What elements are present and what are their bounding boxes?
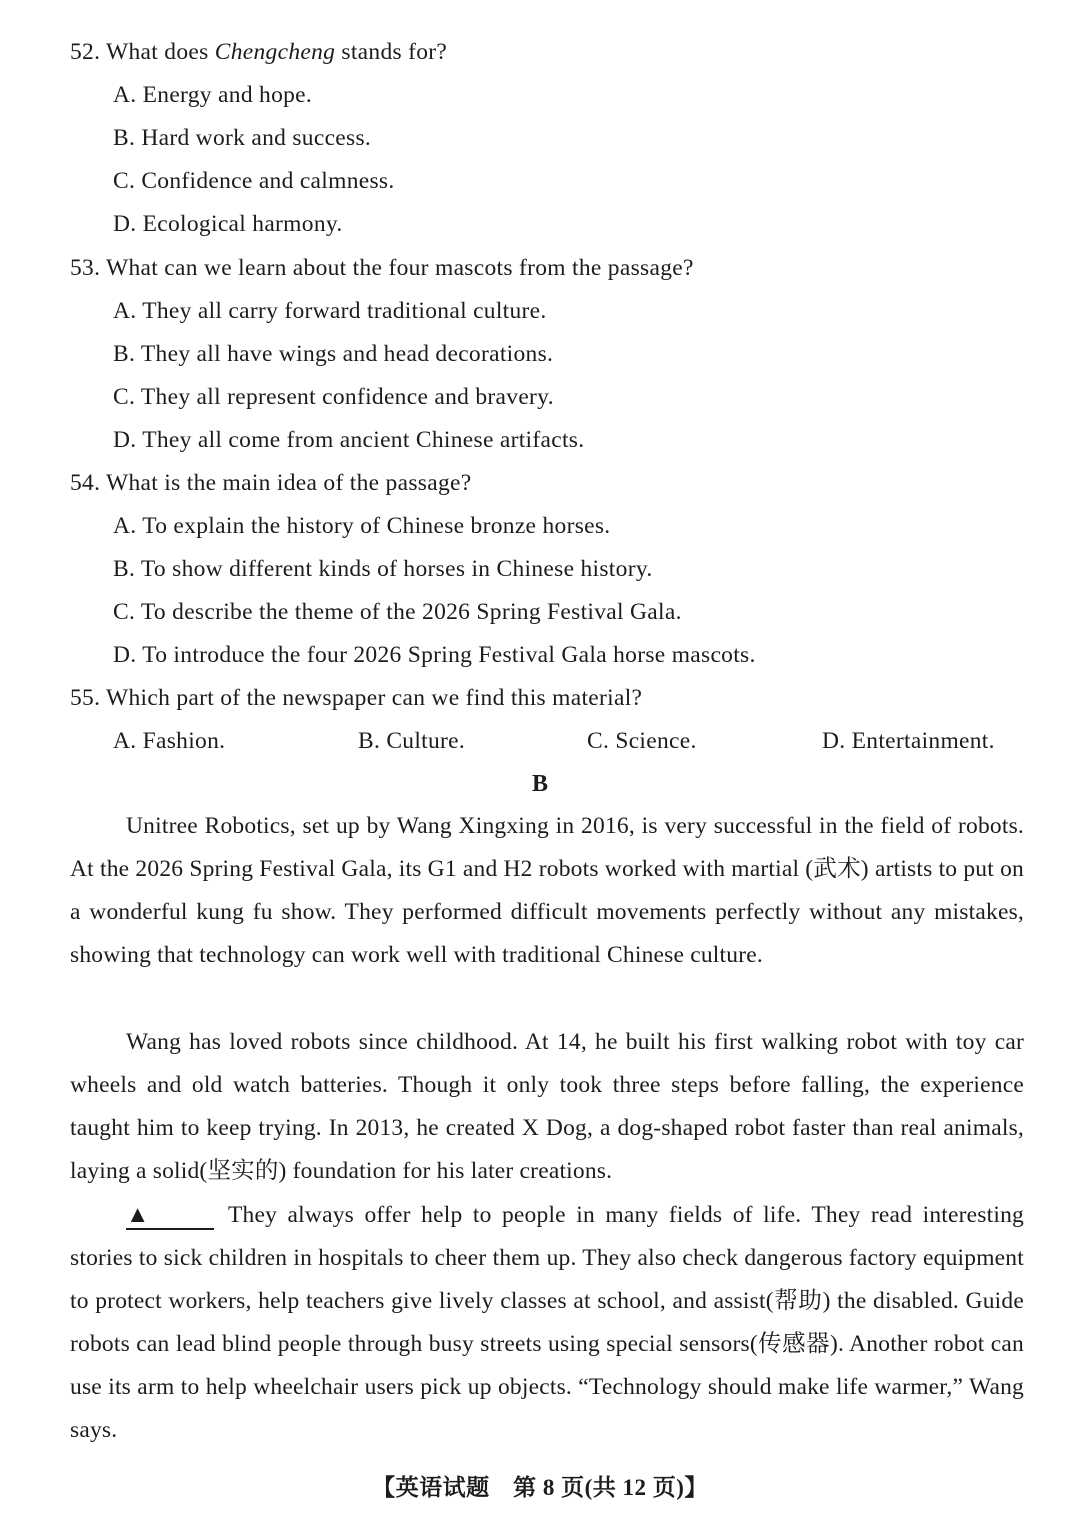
- question-52-option-d: D. Ecological harmony.: [113, 211, 343, 237]
- question-52-option-a: A. Energy and hope.: [113, 82, 313, 108]
- question-53-option-d: D. They all come from ancient Chinese artifacts.: [113, 427, 585, 453]
- fill-in-blank: ▲: [126, 1202, 214, 1230]
- question-52-stem-italic: Chengcheng: [214, 39, 336, 65]
- question-55-option-d: D. Entertainment.: [822, 728, 995, 754]
- question-53-option-c: C. They all represent confidence and bravery.: [113, 384, 554, 410]
- passage-b-paragraph-2: [70, 1021, 1024, 1193]
- question-52-stem-prefix: 52. What does: [70, 39, 215, 65]
- question-54-stem: 54. What is the main idea of the passage?: [70, 470, 472, 496]
- question-55-option-a: A. Fashion.: [113, 728, 226, 754]
- question-54-option-b: B. To show different kinds of horses in Chinese history.: [113, 556, 653, 582]
- question-53-stem: 53. What can we learn about the four mascots from the passage?: [70, 255, 694, 281]
- question-55-options: [0, 726, 1080, 758]
- passage-b-paragraph-1: [70, 805, 1024, 977]
- passage-b-paragraph-3: [70, 1194, 1024, 1452]
- question-52-option-b: B. Hard work and success.: [113, 125, 372, 151]
- question-55-stem: 55. Which part of the newspaper can we find this material?: [70, 685, 643, 711]
- paragraph-1-text: Unitree Robotics, set up by Wang Xingxing in 2016, is very successful in the field of robots. At the 2026 Spring Festival Gala, its G1 and H2 robots worked with martial (武术) artists to put on a wonderful kung fu show. They performed difficult movements perfectly without any mistakes, showing that technology can work well with traditional Chinese culture.: [70, 813, 1024, 968]
- question-54-option-a: A. To explain the history of Chinese bronze horses.: [113, 513, 611, 539]
- question-52-stem-suffix: stands for?: [335, 39, 448, 65]
- question-52-stem: [70, 37, 447, 67]
- question-54-option-d: D. To introduce the four 2026 Spring Festival Gala horse mascots.: [113, 642, 756, 668]
- paragraph-3-text: They always offer help to people in many fields of life. They read interesting stories to sick children in hospitals to cheer them up. They also check dangerous factory equipment to protect workers, help teachers give lively classes at school, and assist(帮助) the disabled. Guide robots can lead blind people through busy streets using special sensors(传感器). Another robot can use its arm to help wheelchair users pick up objects. “Technology should make life warmer,” Wang says.: [70, 1202, 1024, 1443]
- question-54-option-c: C. To describe the theme of the 2026 Spring Festival Gala.: [113, 599, 682, 625]
- section-b-title: B: [531, 771, 548, 797]
- paragraph-2-text: Wang has loved robots since childhood. At 14, he built his first walking robot with toy car wheels and old watch batteries. Though it only took three steps before falling, the experience taught him to keep trying. In 2013, he created X Dog, a dog-shaped robot faster than real animals, laying a solid(坚实的) foundation for his later creations.: [70, 1029, 1024, 1184]
- question-55-option-b: B. Culture.: [358, 728, 466, 754]
- question-53-option-a: A. They all carry forward traditional culture.: [113, 298, 547, 324]
- question-55-option-c: C. Science.: [587, 728, 697, 754]
- question-52-option-c: C. Confidence and calmness.: [113, 168, 395, 194]
- question-53-option-b: B. They all have wings and head decorations.: [113, 341, 554, 367]
- page-footer: 【英语试题 第 8 页(共 12 页)】: [372, 1475, 708, 1500]
